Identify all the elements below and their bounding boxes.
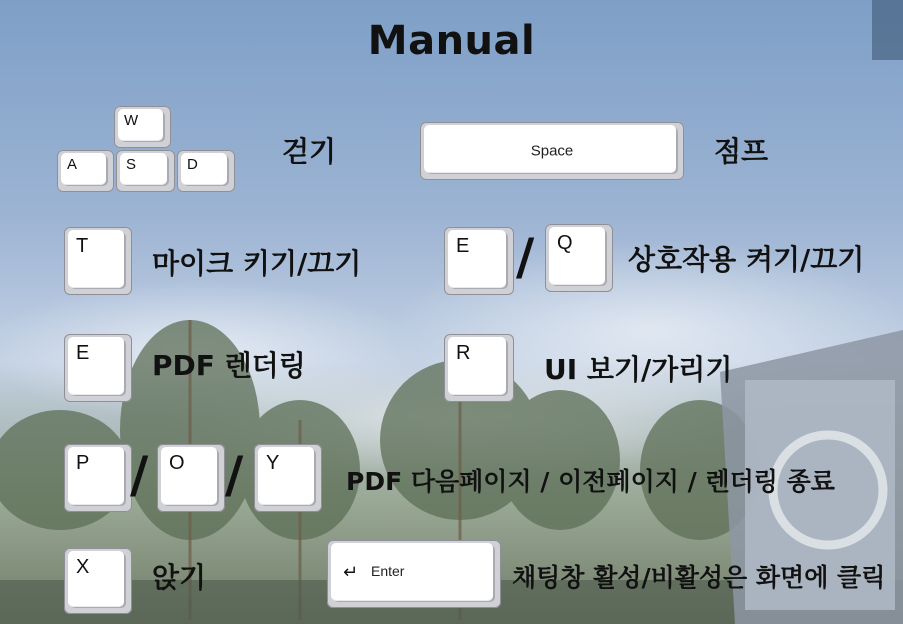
key-x: X <box>64 548 132 614</box>
key-y: Y <box>254 444 322 512</box>
key-o: O <box>157 444 225 512</box>
desc-walk: 걷기 <box>282 135 337 168</box>
key-e-interact: E <box>444 227 514 295</box>
desc-pdf-render: PDF 렌더링 <box>152 349 306 382</box>
desc-pdf-nav: PDF 다음페이지 / 이전페이지 / 렌더링 종료 <box>346 467 835 496</box>
desc-ui-toggle: UI 보기/가리기 <box>544 353 733 386</box>
key-enter <box>327 540 501 608</box>
key-r: R <box>444 334 514 402</box>
key-a: A <box>57 150 114 192</box>
key-t: T <box>64 227 132 295</box>
desc-chat: 채팅창 활성/비활성은 화면에 클릭 <box>512 563 886 592</box>
key-d: D <box>177 150 235 192</box>
enter-key-label: Enter <box>371 563 405 579</box>
separator-slash: / <box>130 446 149 504</box>
key-s: S <box>116 150 175 192</box>
separator-slash: / <box>225 446 244 504</box>
desc-interact: 상호작용 켜기/끄기 <box>628 243 865 276</box>
key-w: W <box>114 106 171 148</box>
key-p: P <box>64 444 132 512</box>
key-space: Space <box>420 122 684 180</box>
separator-slash: / <box>516 228 535 286</box>
desc-sit: 앉기 <box>152 561 207 594</box>
desc-mic: 마이크 키기/끄기 <box>152 247 362 280</box>
page-title: Manual <box>367 18 536 64</box>
enter-arrow-icon: ↵ <box>343 562 359 583</box>
key-e-pdf: E <box>64 334 132 402</box>
key-q: Q <box>545 224 613 292</box>
desc-jump: 점프 <box>714 135 769 168</box>
